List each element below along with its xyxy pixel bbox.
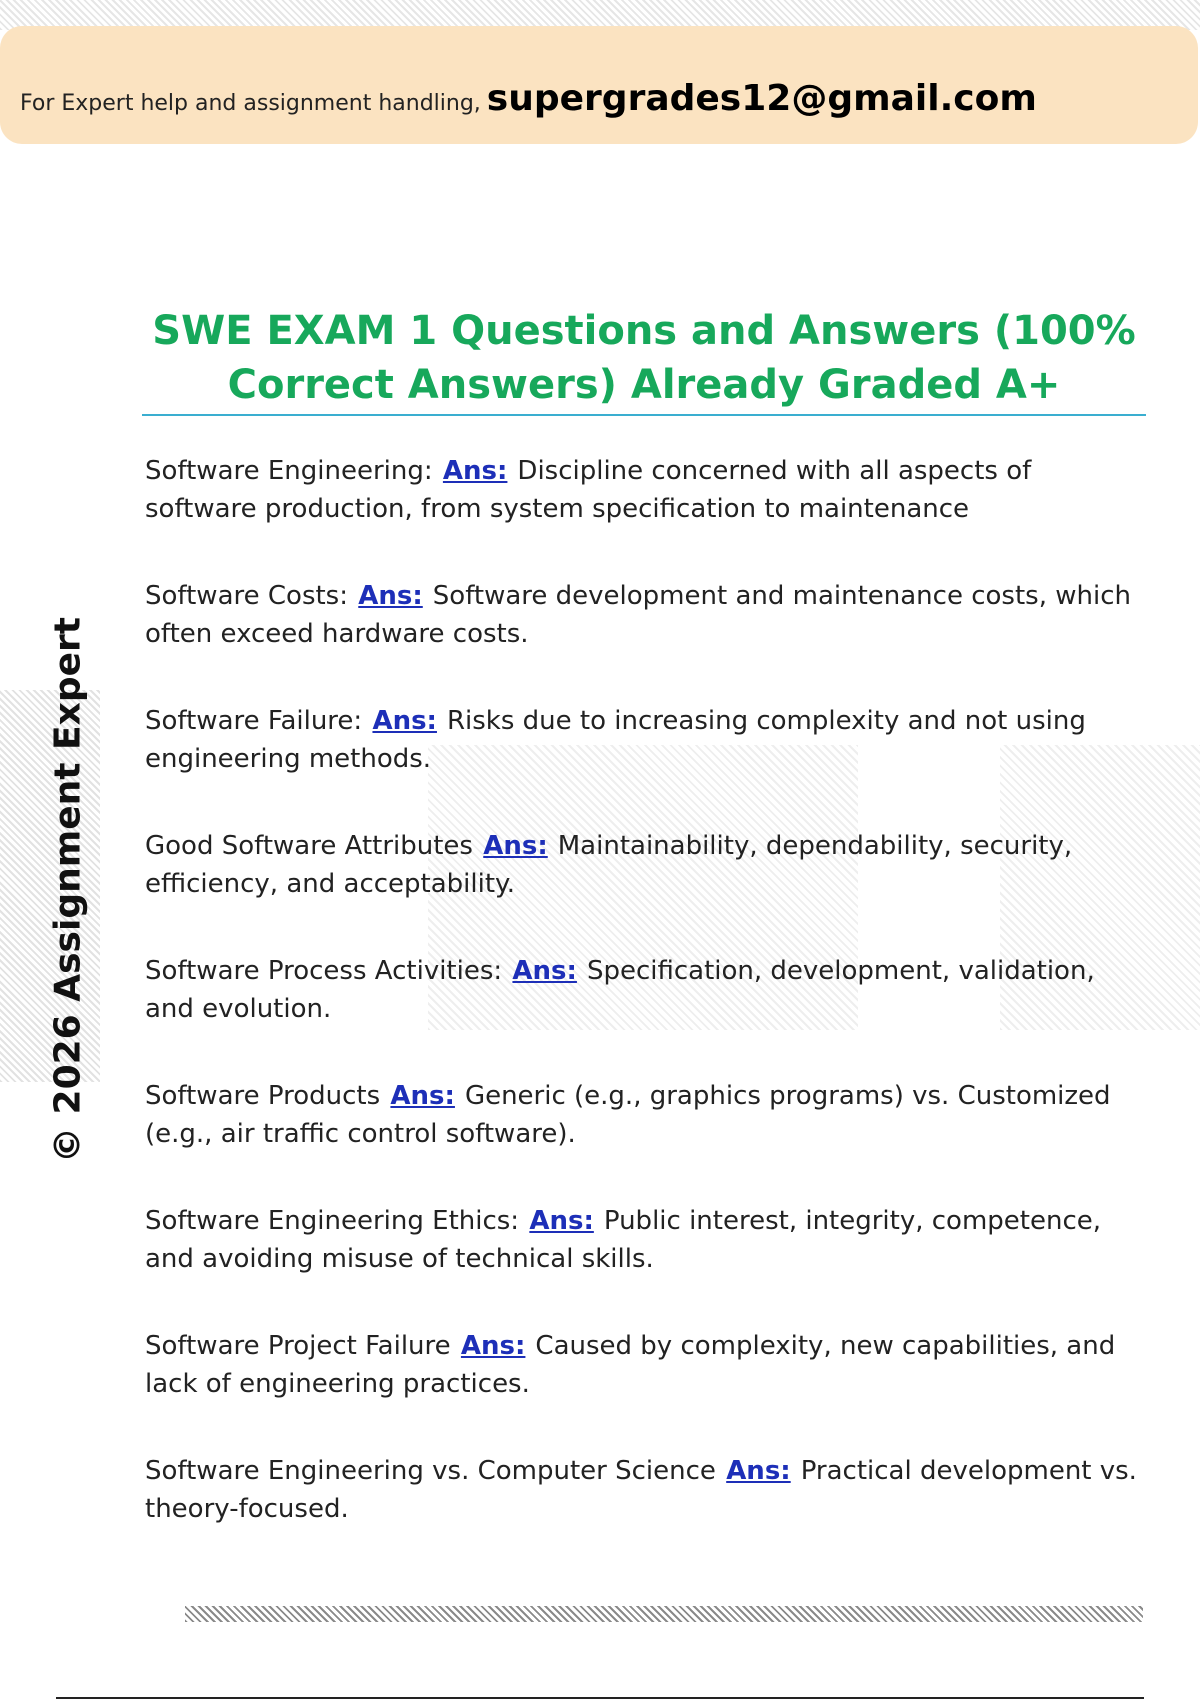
qa-item xyxy=(145,1452,1145,1577)
title-underline xyxy=(142,414,1146,416)
qa-answer: Discipline concerned with all aspects of software production, from system specification to maintenance xyxy=(145,456,1032,524)
qa-item xyxy=(145,827,1145,952)
answer-marker: Ans: xyxy=(358,581,423,611)
promo-banner-text xyxy=(20,78,1037,119)
qa-term: Software Project Failure xyxy=(145,1331,451,1361)
qa-item xyxy=(145,452,1145,577)
qa-item xyxy=(145,1327,1145,1452)
qa-answer: Practical development vs. theory-focused. xyxy=(145,1456,1137,1524)
qa-list xyxy=(145,452,1145,1577)
qa-answer: Maintainability, dependability, security, efficiency, and acceptability. xyxy=(145,831,1073,899)
qa-term: Software Products xyxy=(145,1081,381,1111)
qa-answer: Software development and maintenance costs, which often exceed hardware costs. xyxy=(145,581,1131,649)
promo-text: For Expert help and assignment handling, xyxy=(20,91,481,116)
footer-rule xyxy=(56,1697,1144,1699)
qa-term: Software Failure: xyxy=(145,706,363,736)
qa-item xyxy=(145,952,1145,1077)
page-title: SWE EXAM 1 Questions and Answers (100% Correct Answers) Already Graded A+ xyxy=(152,308,1136,408)
copyright-watermark: © 2026 Assignment Expert xyxy=(47,617,89,1163)
promo-email: supergrades12@gmail.com xyxy=(486,78,1037,119)
answer-marker: Ans: xyxy=(512,956,577,986)
answer-marker: Ans: xyxy=(483,831,548,861)
qa-answer: Specification, development, validation, and evolution. xyxy=(145,956,1095,1024)
qa-term: Software Engineering: xyxy=(145,456,433,486)
answer-marker: Ans: xyxy=(390,1081,455,1111)
qa-term: Software Costs: xyxy=(145,581,348,611)
qa-term: Software Engineering vs. Computer Science xyxy=(145,1456,716,1486)
answer-marker: Ans: xyxy=(372,706,437,736)
qa-answer: Risks due to increasing complexity and not using engineering methods. xyxy=(145,706,1086,774)
qa-item xyxy=(145,1077,1145,1202)
qa-term: Software Process Activities: xyxy=(145,956,503,986)
footer-hatch-divider xyxy=(185,1606,1143,1622)
answer-marker: Ans: xyxy=(460,1331,526,1361)
qa-item xyxy=(145,1202,1145,1327)
qa-answer: Generic (e.g., graphics programs) vs. Customized (e.g., air traffic control software). xyxy=(145,1081,1111,1149)
qa-answer: Public interest, integrity, competence, and avoiding misuse of technical skills. xyxy=(145,1206,1102,1274)
qa-item xyxy=(145,577,1145,702)
qa-answer: Caused by complexity, new capabilities, and lack of engineering practices. xyxy=(145,1331,1116,1399)
answer-marker: Ans: xyxy=(726,1456,791,1486)
qa-term: Good Software Attributes xyxy=(145,831,473,861)
answer-marker: Ans: xyxy=(442,456,508,486)
answer-marker: Ans: xyxy=(529,1206,594,1236)
qa-item xyxy=(145,702,1145,827)
qa-term: Software Engineering Ethics: xyxy=(145,1206,520,1236)
